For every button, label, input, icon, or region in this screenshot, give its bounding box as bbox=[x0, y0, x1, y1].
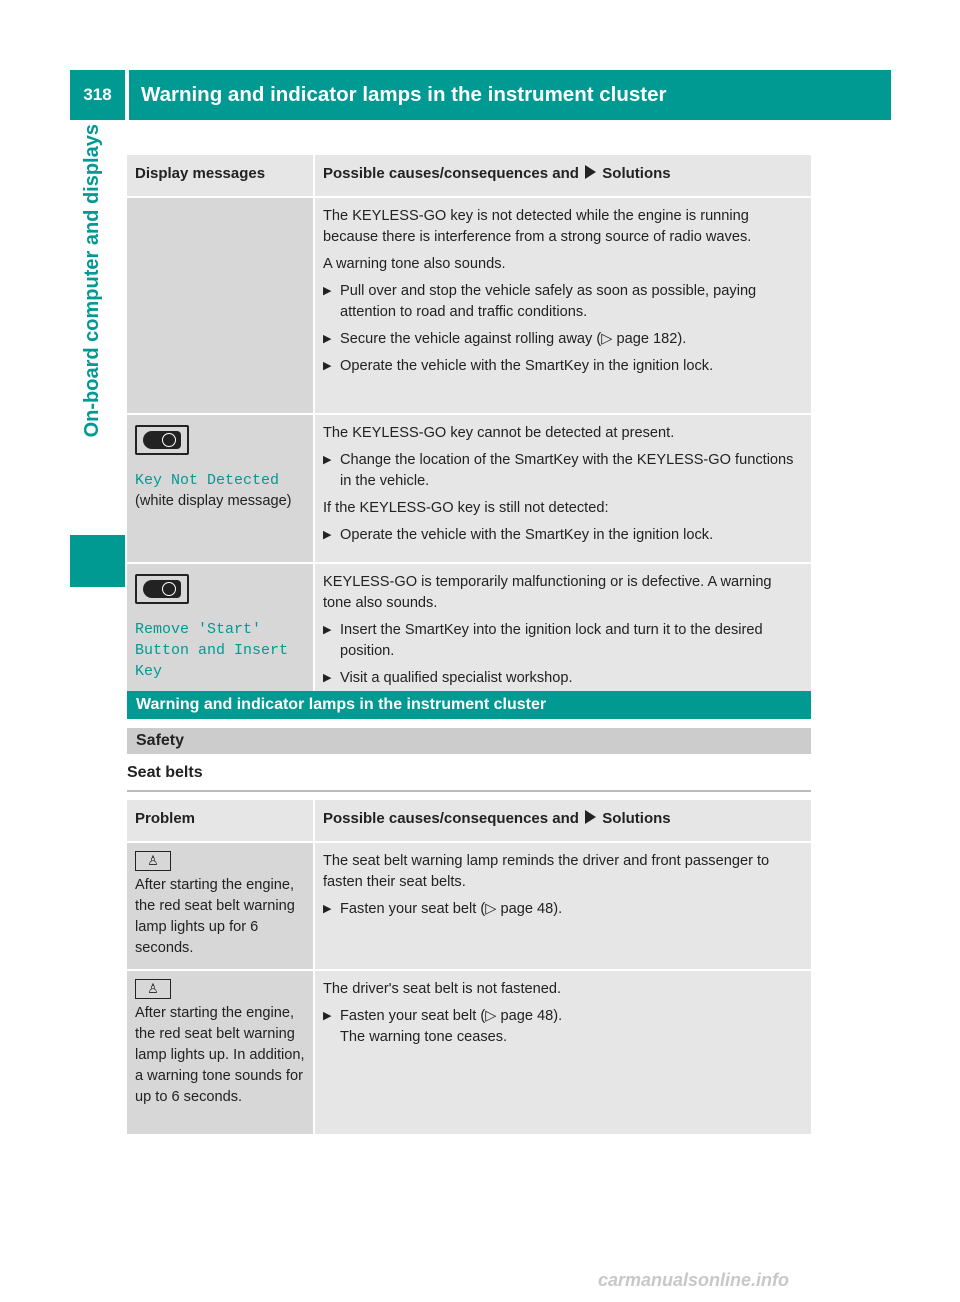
display-message: Key Not Detected bbox=[135, 472, 280, 489]
table-row bbox=[127, 842, 811, 970]
page-ref-icon: ▷ bbox=[485, 1008, 501, 1024]
step bbox=[323, 668, 803, 689]
page-number: 318 bbox=[70, 70, 125, 120]
step-arrow-icon: ▶ bbox=[323, 624, 332, 636]
step bbox=[323, 525, 803, 546]
solution-cell bbox=[314, 197, 811, 414]
section-heading: Seat belts bbox=[127, 764, 203, 781]
solution-cell bbox=[314, 842, 811, 970]
page-ref-icon: ▷ bbox=[601, 331, 617, 347]
message-note: (white display message) bbox=[135, 493, 292, 509]
paragraph: If the KEYLESS-GO key is still not detected: bbox=[323, 500, 609, 516]
section-subtitle: Safety bbox=[127, 728, 811, 754]
paragraph: The seat belt warning lamp reminds the driver and front passenger to fasten their seat belts. bbox=[323, 853, 770, 890]
table-header-row bbox=[127, 155, 811, 197]
side-tab-marker bbox=[70, 535, 125, 587]
table-row bbox=[127, 563, 811, 706]
paragraph: The KEYLESS-GO key cannot be detected at present. bbox=[323, 425, 675, 441]
table-row bbox=[127, 970, 811, 1135]
step bbox=[323, 899, 803, 920]
step-text: Operate the vehicle with the SmartKey in the ignition lock. bbox=[340, 358, 714, 374]
step-arrow-icon: ▶ bbox=[323, 529, 332, 541]
step-arrow-icon: ▶ bbox=[323, 672, 332, 684]
key-icon bbox=[135, 425, 189, 455]
solution-cell bbox=[314, 563, 811, 706]
step bbox=[323, 620, 803, 662]
message-cell bbox=[127, 414, 314, 563]
solution-cell bbox=[314, 414, 811, 563]
step-arrow-icon: ▶ bbox=[323, 360, 332, 372]
problem-cell bbox=[127, 970, 314, 1135]
key-icon bbox=[135, 574, 189, 604]
paragraph: The driver's seat belt is not fastened. bbox=[323, 981, 562, 997]
arrow-icon bbox=[585, 810, 596, 824]
seat-belt-icon: ♙ bbox=[135, 979, 171, 999]
header-text: Possible causes/consequences and bbox=[323, 165, 579, 182]
display-message: Remove 'Start' Button and Insert Key bbox=[135, 621, 289, 680]
step-text: Secure the vehicle against rolling away ( bbox=[340, 331, 602, 347]
page-reference[interactable]: page 48). bbox=[500, 1008, 563, 1024]
step-note: The warning tone ceases. bbox=[340, 1029, 508, 1045]
column-header: Problem bbox=[127, 800, 314, 842]
table-header-row bbox=[127, 800, 811, 842]
column-header bbox=[314, 155, 811, 197]
seat-belt-table bbox=[127, 800, 811, 1136]
column-header bbox=[314, 800, 811, 842]
side-tab-label: On-board computer and displays bbox=[81, 124, 103, 438]
table-row bbox=[127, 414, 811, 563]
step-text: Fasten your seat belt ( bbox=[340, 901, 486, 917]
seat-belt-icon: ♙ bbox=[135, 851, 171, 871]
table-row bbox=[127, 197, 811, 414]
section-title: Warning and indicator lamps in the instrument cluster bbox=[127, 691, 811, 719]
paragraph: The KEYLESS-GO key is not detected while the engine is running because there is interference from a strong source of radio waves. bbox=[323, 208, 752, 245]
step-arrow-icon: ▶ bbox=[323, 903, 332, 915]
step bbox=[323, 329, 803, 350]
step bbox=[323, 1006, 803, 1048]
step-text: Operate the vehicle with the SmartKey in the ignition lock. bbox=[340, 527, 714, 543]
paragraph: A warning tone also sounds. bbox=[323, 256, 506, 272]
step bbox=[323, 281, 803, 323]
page-reference[interactable]: page 48). bbox=[500, 901, 563, 917]
message-cell bbox=[127, 563, 314, 706]
display-messages-table bbox=[127, 155, 811, 707]
problem-text: After starting the engine, the red seat belt warning lamp lights up. In addition, a warning tone sounds for up to 6 seconds. bbox=[135, 1005, 305, 1105]
step bbox=[323, 450, 803, 492]
watermark: carmanualsonline.info bbox=[598, 1270, 790, 1290]
step-text: Change the location of the SmartKey with the KEYLESS-GO functions in the vehicle. bbox=[340, 452, 794, 489]
step bbox=[323, 356, 803, 377]
step-arrow-icon: ▶ bbox=[323, 333, 332, 345]
divider bbox=[127, 790, 811, 792]
message-cell bbox=[127, 197, 314, 414]
page-ref-icon: ▷ bbox=[485, 901, 501, 917]
problem-text: After starting the engine, the red seat belt warning lamp lights up for 6 seconds. bbox=[135, 877, 295, 956]
step-text: Fasten your seat belt ( bbox=[340, 1008, 486, 1024]
header-text: Possible causes/consequences and bbox=[323, 810, 579, 827]
step-text: Pull over and stop the vehicle safely as soon as possible, paying attention to road and traffic conditions. bbox=[340, 283, 757, 320]
problem-cell bbox=[127, 842, 314, 970]
page-title: Warning and indicator lamps in the instrument cluster bbox=[129, 70, 891, 120]
step-arrow-icon: ▶ bbox=[323, 454, 332, 466]
header-text: Solutions bbox=[602, 165, 671, 182]
header-text: Solutions bbox=[602, 810, 671, 827]
step-text: Insert the SmartKey into the ignition lock and turn it to the desired position. bbox=[340, 622, 763, 659]
solution-cell bbox=[314, 970, 811, 1135]
step-arrow-icon: ▶ bbox=[323, 285, 332, 297]
paragraph: KEYLESS-GO is temporarily malfunctioning or is defective. A warning tone also sounds. bbox=[323, 574, 772, 611]
arrow-icon bbox=[585, 165, 596, 179]
step-arrow-icon: ▶ bbox=[323, 1010, 332, 1022]
step-text: Visit a qualified specialist workshop. bbox=[340, 670, 573, 686]
page-reference[interactable]: page 182). bbox=[616, 331, 687, 347]
column-header: Display messages bbox=[127, 155, 314, 197]
